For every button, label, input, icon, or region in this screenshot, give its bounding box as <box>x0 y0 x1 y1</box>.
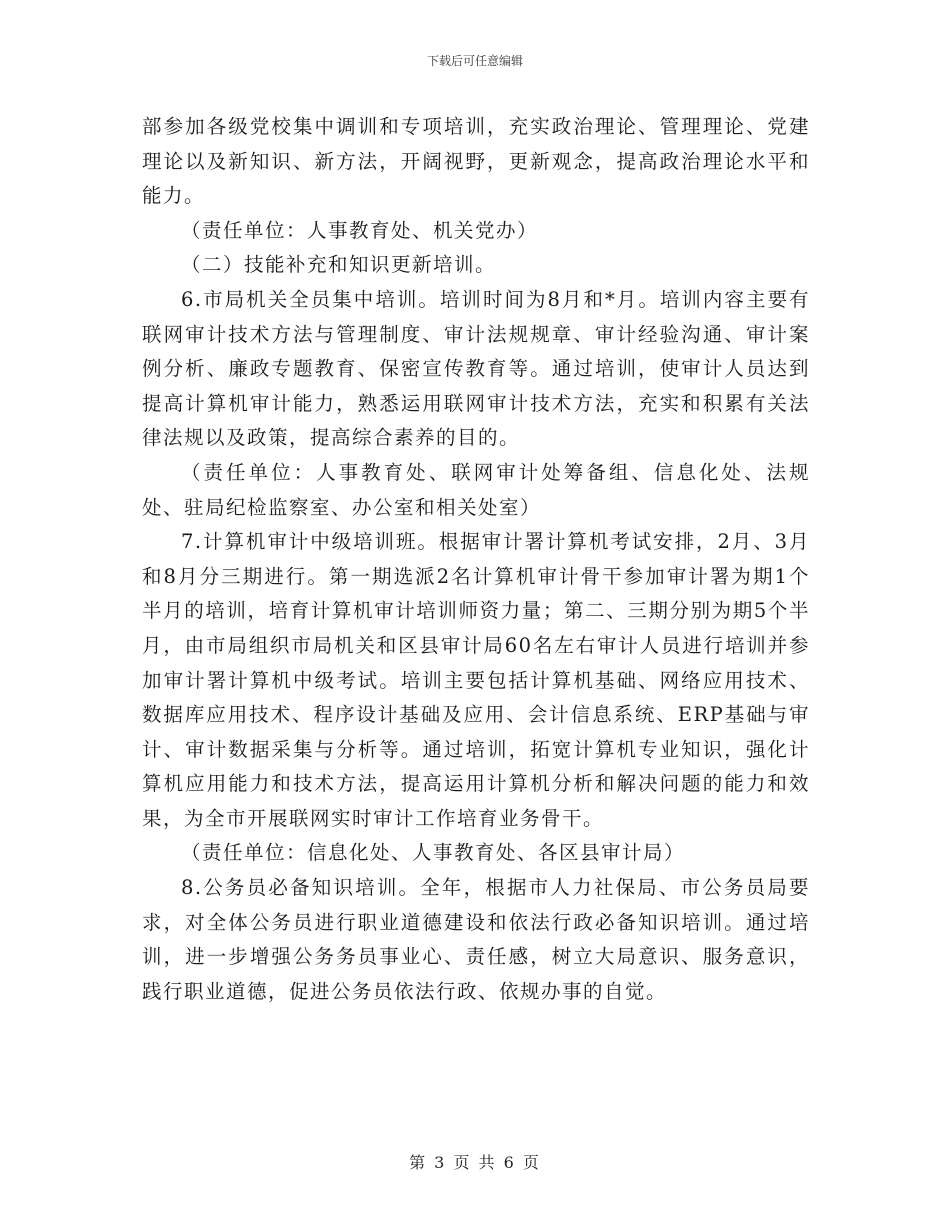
paragraph-responsible-unit: （责任单位：人事教育处、机关党办） <box>181 218 539 242</box>
document-body <box>142 110 810 1009</box>
section-heading: （二）技能补充和知识更新培训。 <box>181 253 497 277</box>
paragraph-item-7: 7.计算机审计中级培训班。根据审计署计算机考试安排，2月、3月和8月分三期进行。第一期选派2名计算机审计骨干参加审计署为期1个半月的培训，培育计算机审计培训师资力量；第二、三期分别为期5个半月，由市局组织市局机关和区县审计局60名左右审计人员进行培训并参加审计署计算机中级考试。培训主要包括计算机基础、网络应用技术、数据库应用技术、程序设计基础及应用、会计信息系统、ERP基础与审计、审计数据采集与分析等。通过培训，拓宽计算机专业知识，强化计算机应用能力和技术方法，提高运用计算机分析和解决问题的能力和效果，为全市开展联网实时审计工作培育业务骨干。 <box>142 530 810 830</box>
paragraph-responsible-unit: （责任单位：人事教育处、联网审计处筹备组、信息化处、法规处、驻局纪检监察室、办公室和相关处室） <box>142 460 810 519</box>
paragraph-item-6: 6.市局机关全员集中培训。培训时间为8月和*月。培训内容主要有联网审计技术方法与管理制度、审计法规规章、审计经验沟通、审计案例分析、廉政专题教育、保密宣传教育等。通过培训，使审计人员达到提高计算机审计能力，熟悉运用联网审计技术方法，充实和积累有关法律法规以及政策，提高综合素养的目的。 <box>142 287 810 450</box>
page-header: 下载后可任意编辑 <box>426 54 523 68</box>
paragraph-responsible-unit: （责任单位：信息化处、人事教育处、各区县审计局） <box>181 841 686 865</box>
paragraph-continuation: 部参加各级党校集中调训和专项培训，充实政治理论、管理理论、党建理论以及新知识、新方法，开阔视野，更新观念，提高政治理论水平和能力。 <box>142 115 810 208</box>
paragraph-item-8: 8.公务员必备知识培训。全年，根据市人力社保局、市公务员局要求，对全体公务员进行职业道德建设和依法行政必备知识培训。通过培训，进一步增强公务务员事业心、责任感，树立大局意识、服务意识，践行职业道德，促进公务员依法行政、依规办事的自觉。 <box>142 876 810 1003</box>
page-footer: 第 3 页 共 6 页 <box>409 1153 541 1172</box>
